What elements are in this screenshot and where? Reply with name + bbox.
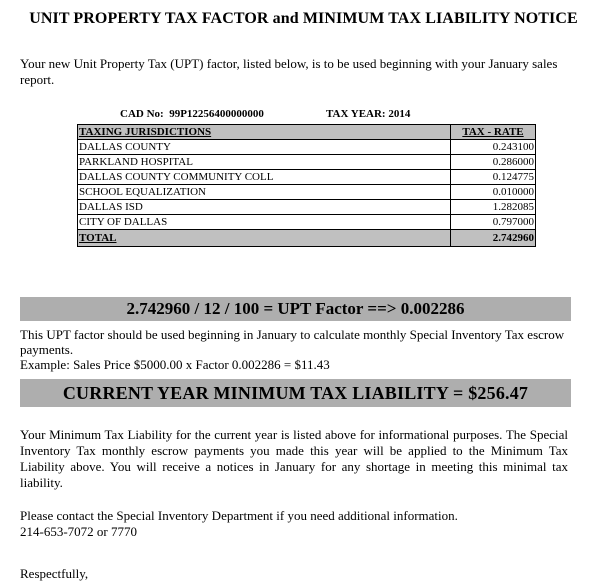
cad-number: [120, 108, 264, 120]
tax-year-label: TAX YEAR:: [326, 108, 386, 120]
tax-year-value: 2014: [388, 108, 411, 120]
jurisdiction-cell: PARKLAND HOSPITAL: [78, 155, 451, 170]
table-row: [78, 140, 536, 155]
cad-label: CAD No:: [120, 108, 164, 120]
jurisdiction-cell: DALLAS COUNTY: [78, 140, 451, 155]
table-row: [78, 185, 536, 200]
closing: Respectfully,: [20, 566, 89, 581]
rate-header: TAX - RATE: [451, 125, 536, 140]
total-label: TOTAL: [78, 230, 451, 247]
upt-note: [20, 327, 580, 372]
jurisdiction-cell: CITY OF DALLAS: [78, 215, 451, 230]
table-row: [78, 170, 536, 185]
total-rate: 2.742960: [451, 230, 536, 247]
rate-cell: 0.286000: [451, 155, 536, 170]
upt-factor-banner: 2.742960 / 12 / 100 = UPT Factor ==> 0.002286: [20, 297, 571, 321]
jurisdiction-cell: DALLAS COUNTY COMMUNITY COLL: [78, 170, 451, 185]
rate-cell: 0.010000: [451, 185, 536, 200]
contact-text: Please contact the Special Inventory Department if you need additional information.: [20, 508, 458, 523]
upt-note-text: This UPT factor should be used beginning in January to calculate monthly Special Inventory Tax escrow payments.: [20, 327, 565, 357]
rate-cell: 0.243100: [451, 140, 536, 155]
table-row: [78, 155, 536, 170]
rate-cell: 0.797000: [451, 215, 536, 230]
tax-rate-table: [77, 124, 536, 247]
jurisdiction-cell: DALLAS ISD: [78, 200, 451, 215]
jurisdiction-header: TAXING JURISDICTIONS: [78, 125, 451, 140]
cad-value: 99P12256400000000: [169, 108, 264, 120]
rate-cell: 0.124775: [451, 170, 536, 185]
table-row: [78, 215, 536, 230]
liability-paragraph: Your Minimum Tax Liability for the current year is listed above for informational purposes. The Special Inventory Tax monthly escrow payments you made this year will be applied to the Minimum Tax Liability above. You will receive a notices in January for any shortage in meeting this minimal tax liability.: [20, 427, 568, 490]
notice-title: UNIT PROPERTY TAX FACTOR and MINIMUM TAX LIABILITY NOTICE: [29, 10, 578, 27]
jurisdiction-cell: SCHOOL EQUALIZATION: [78, 185, 451, 200]
min-liability-banner: CURRENT YEAR MINIMUM TAX LIABILITY = $256.47: [20, 379, 571, 407]
table-row: [78, 200, 536, 215]
table-header-row: [78, 125, 536, 140]
tax-year: [326, 108, 410, 120]
contact-paragraph: [20, 508, 568, 540]
total-row: [78, 230, 536, 247]
phone-number: 214-653-7072 or 7770: [20, 524, 137, 539]
rate-cell: 1.282085: [451, 200, 536, 215]
intro-text: Your new Unit Property Tax (UPT) factor, listed below, is to be used beginning with your January sales report.: [20, 56, 558, 87]
example-text: Example: Sales Price $5000.00 x Factor 0.002286 = $11.43: [20, 357, 330, 372]
